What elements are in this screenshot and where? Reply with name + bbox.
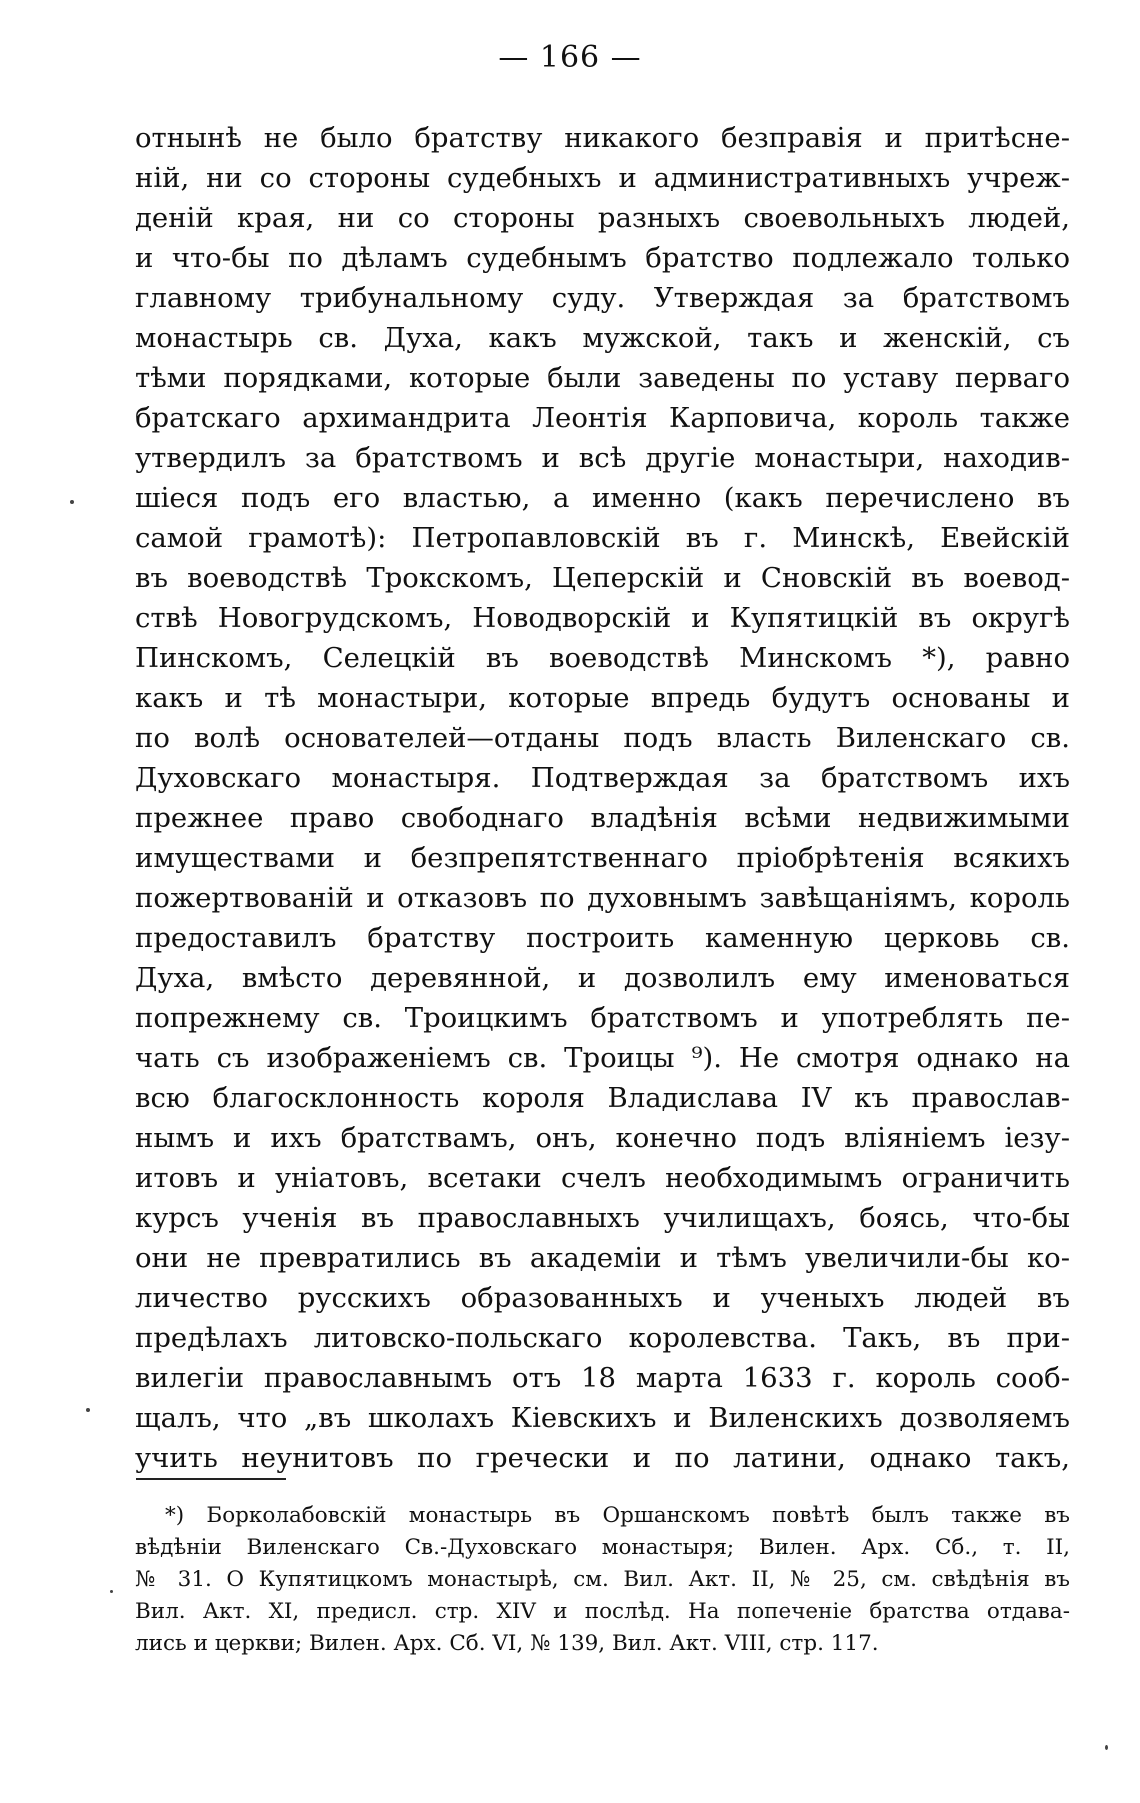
print-speck xyxy=(110,1590,113,1593)
text-line: въ воеводствѣ Трокскомъ, Цеперскій и Сновскій въ воевод- xyxy=(135,562,1070,594)
text-line: учить неунитовъ по гречески и по латини, однако такъ, xyxy=(135,1442,1070,1474)
text-line: нымъ и ихъ братствамъ, онъ, конечно подъ вліяніемъ іезу- xyxy=(135,1122,1070,1154)
text-line: Духовскаго монастыря. Подтверждая за братствомъ ихъ xyxy=(135,762,1070,794)
text-line: деній края, ни со стороны разныхъ своевольныхъ людей, xyxy=(135,202,1070,234)
text-line: утвердилъ за братствомъ и всѣ другіе монастыри, находив- xyxy=(135,442,1070,474)
text-line: курсъ ученія въ православныхъ училищахъ, боясь, что-бы xyxy=(135,1202,1070,1234)
print-speck xyxy=(70,500,74,504)
print-speck xyxy=(86,1408,90,1412)
text-line: чать съ изображеніемъ св. Троицы ⁹). Не смотря однако на xyxy=(135,1042,1070,1074)
text-line: предоставилъ братству построить каменную церковь св. xyxy=(135,922,1070,954)
text-line: личество русскихъ образованныхъ и ученыхъ людей въ xyxy=(135,1282,1070,1314)
text-line: какъ и тѣ монастыри, которые впредь будутъ основаны и xyxy=(135,682,1070,714)
text-line: ній, ни со стороны судебныхъ и административныхъ учреж- xyxy=(135,162,1070,194)
text-line: пожертвованій и отказовъ по духовнымъ завѣщаніямъ, король xyxy=(135,882,1070,914)
footnote-line: вѣдѣніи Виленскаго Св.-Духовскаго монастыря; Вилен. Арх. Сб., т. II, xyxy=(135,1535,1070,1560)
text-line: по волѣ основателей—отданы подъ власть Виленскаго св. xyxy=(135,722,1070,754)
text-line: имуществами и безпрепятственнаго пріобрѣтенія всякихъ xyxy=(135,842,1070,874)
text-line: и что-бы по дѣламъ судебнымъ братство подлежало только xyxy=(135,242,1070,274)
text-line: ствѣ Новогрудскомъ, Новодворскій и Купятицкій въ округѣ xyxy=(135,602,1070,634)
text-line: итовъ и уніатовъ, всетаки счелъ необходимымъ ограничить xyxy=(135,1162,1070,1194)
footnote-line: № 31. О Купятицкомъ монастырѣ, см. Вил. Акт. II, № 25, см. свѣдѣнія въ xyxy=(135,1567,1070,1592)
text-line: прежнее право свободнаго владѣнія всѣми недвижимыми xyxy=(135,802,1070,834)
text-line: Духа, вмѣсто деревянной, и дозволилъ ему именоваться xyxy=(135,962,1070,994)
main-text xyxy=(135,118,1070,1478)
print-speck xyxy=(1105,1745,1108,1750)
text-line: Пинскомъ, Селецкій въ воеводствѣ Минскомъ *), равно xyxy=(135,642,1070,674)
text-line: попрежнему св. Троицкимъ братствомъ и употреблять пе- xyxy=(135,1002,1070,1034)
text-line: тѣми порядками, которые были заведены по уставу перваго xyxy=(135,362,1070,394)
page-number: — 166 — xyxy=(498,40,642,75)
footnote-line: лись и церкви; Вилен. Арх. Сб. VI, № 139, Вил. Акт. VIII, стр. 117. xyxy=(135,1631,879,1656)
footnotes xyxy=(135,1500,1070,1660)
text-line: предѣлахъ литовско-польскаго королевства. Такъ, въ при- xyxy=(135,1322,1070,1354)
text-line: щалъ, что „въ школахъ Кіевскихъ и Виленскихъ дозволяемъ xyxy=(135,1402,1070,1434)
text-line: шіеся подъ его властью, а именно (какъ перечислено въ xyxy=(135,482,1070,514)
text-line: монастырь св. Духа, какъ мужской, такъ и женскій, съ xyxy=(135,322,1070,354)
text-line: вилегіи православнымъ отъ 18 марта 1633 г. король сооб- xyxy=(135,1362,1070,1394)
text-line: они не превратились въ академіи и тѣмъ увеличили-бы ко- xyxy=(135,1242,1070,1274)
text-line: самой грамотѣ): Петропавловскій въ г. Минскѣ, Евейскій xyxy=(135,522,1070,554)
text-line: отнынѣ не было братству никакого безправія и притѣсне- xyxy=(135,122,1070,154)
footnote-line: Вил. Акт. XI, предисл. стр. XIV и послѣд. На попеченіе братства отдава- xyxy=(135,1599,1070,1624)
text-line: братскаго архимандрита Леонтія Карповича, король также xyxy=(135,402,1070,434)
footnote-divider xyxy=(136,1478,286,1480)
text-line: главному трибунальному суду. Утверждая за братствомъ xyxy=(135,282,1070,314)
footnote-line: *) Борколабовскій монастырь въ Оршанскомъ повѣтѣ былъ также въ xyxy=(165,1503,1070,1528)
text-line: всю благосклонность короля Владислава IV къ православ- xyxy=(135,1082,1070,1114)
